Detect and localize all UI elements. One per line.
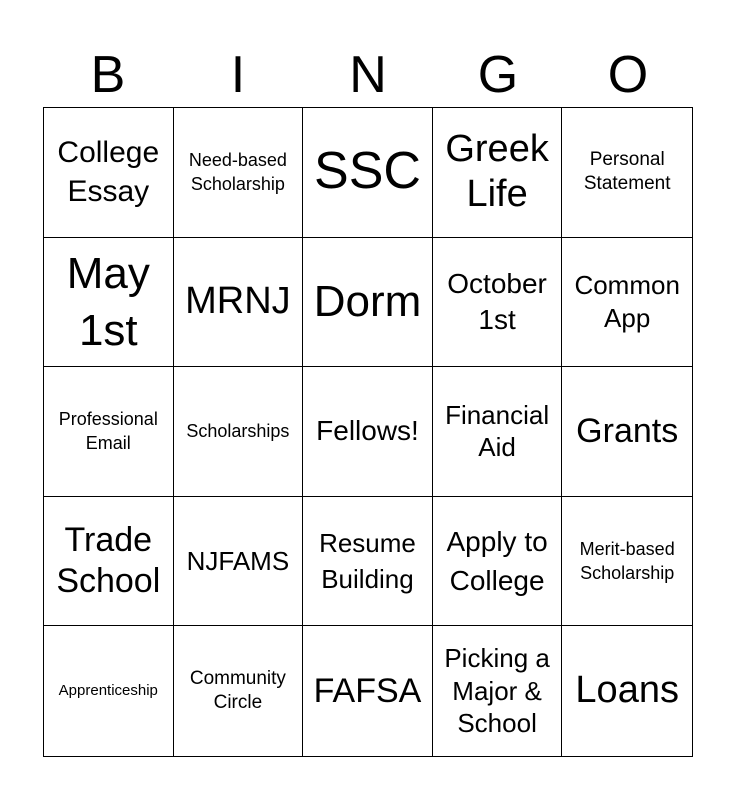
bingo-cell[interactable] — [303, 497, 433, 627]
bingo-board — [43, 107, 693, 757]
bingo-cell[interactable] — [562, 367, 692, 497]
cell-text: Trade School — [56, 521, 161, 601]
bingo-cell[interactable] — [433, 238, 563, 368]
bingo-header — [43, 42, 693, 108]
cell-text: Grants — [576, 412, 679, 451]
bingo-cell[interactable] — [562, 108, 692, 238]
cell-text: NJFAMS — [186, 545, 290, 576]
cell-text: Dorm — [313, 276, 422, 326]
bingo-cell[interactable] — [562, 626, 692, 756]
cell-text: Greek Life — [445, 127, 549, 216]
bingo-cell[interactable] — [44, 108, 174, 238]
bingo-cell[interactable] — [44, 238, 174, 368]
bingo-cell[interactable] — [44, 497, 174, 627]
cell-text: Apprenticeship — [58, 682, 158, 700]
cell-text: October 1st — [447, 267, 547, 335]
bingo-cell[interactable] — [174, 108, 304, 238]
bingo-cell[interactable] — [174, 238, 304, 368]
bingo-cell[interactable] — [433, 367, 563, 497]
header-letter-b: B — [90, 46, 126, 104]
cell-text: Apply to College — [446, 525, 548, 597]
cell-text: Scholarships — [186, 421, 290, 442]
bingo-cell[interactable] — [44, 367, 174, 497]
bingo-cell[interactable] — [174, 626, 304, 756]
bingo-cell[interactable] — [44, 626, 174, 756]
cell-text: Need-based Scholarship — [188, 150, 287, 195]
bingo-cell[interactable] — [303, 238, 433, 368]
cell-text: Fellows! — [316, 415, 419, 447]
header-letter-i: I — [230, 46, 246, 104]
bingo-cell[interactable] — [433, 497, 563, 627]
cell-text: FAFSA — [313, 671, 422, 710]
cell-text: Merit-based Scholarship — [579, 538, 675, 584]
bingo-cell[interactable] — [174, 497, 304, 627]
bingo-cell[interactable] — [433, 108, 563, 238]
header-letter-g: G — [477, 46, 519, 104]
cell-text: Personal Statement — [583, 148, 671, 195]
cell-text: SSC — [314, 142, 421, 201]
cell-text: Resume Building — [319, 527, 416, 595]
bingo-cell[interactable] — [562, 497, 692, 627]
bingo-cell[interactable] — [303, 367, 433, 497]
bingo-cell[interactable] — [303, 626, 433, 756]
bingo-cell[interactable] — [174, 367, 304, 497]
cell-text: Community Circle — [189, 667, 286, 714]
bingo-cell[interactable] — [562, 238, 692, 368]
header-letter-o: O — [607, 46, 649, 104]
header-letter-n: N — [349, 46, 387, 104]
cell-text: College Essay — [57, 136, 160, 209]
cell-text: Financial Aid — [445, 399, 550, 463]
bingo-cell[interactable] — [303, 108, 433, 238]
cell-text: Loans — [575, 669, 679, 712]
cell-text: MRNJ — [185, 280, 291, 323]
cell-text: Common App — [574, 270, 680, 333]
bingo-cell[interactable] — [433, 626, 563, 756]
cell-text: Picking a Major & School — [444, 643, 550, 739]
cell-text: Professional Email — [58, 409, 158, 454]
cell-text: May 1st — [66, 248, 150, 355]
